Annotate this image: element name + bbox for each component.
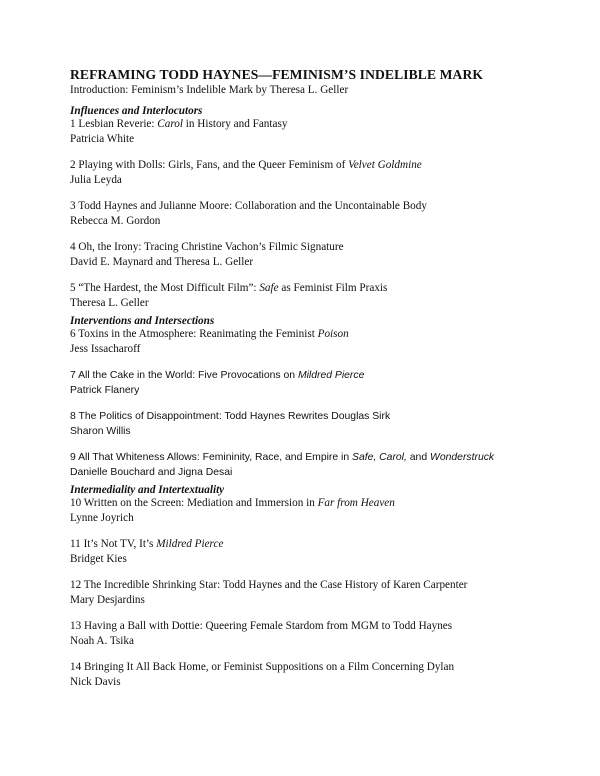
chapter-title: 11 It’s Not TV, It’s Mildred Pierce <box>70 538 224 550</box>
chapter-author: Sharon Willis <box>70 426 131 437</box>
document-page <box>70 66 580 701</box>
chapter-author: Mary Desjardins <box>70 594 145 606</box>
chapter-author: Nick Davis <box>70 676 121 688</box>
chapter-title: 10 Written on the Screen: Mediation and Immersion in Far from Heaven <box>70 497 395 509</box>
toc-entry <box>70 199 580 229</box>
chapter-author: Rebecca M. Gordon <box>70 215 161 227</box>
toc-entry <box>70 619 580 649</box>
toc-entry <box>70 537 580 567</box>
chapter-title: 12 The Incredible Shrinking Star: Todd Haynes and the Case History of Karen Carpenter <box>70 579 468 591</box>
chapter-title: 5 “The Hardest, the Most Difficult Film”: Safe as Feminist Film Praxis <box>70 282 388 294</box>
toc-entry <box>70 660 580 690</box>
section-heading: Influences and Interlocutors <box>70 105 203 117</box>
toc-entry <box>70 409 580 439</box>
document-title: REFRAMING TODD HAYNES—FEMINISM’S INDELIBLE MARK <box>70 67 484 82</box>
chapter-title: 1 Lesbian Reverie: Carol in History and Fantasy <box>70 118 288 130</box>
chapter-title: 14 Bringing It All Back Home, or Feminist Suppositions on a Film Concerning Dylan <box>70 661 455 673</box>
chapter-title: 7 All the Cake in the World: Five Provocations on Mildred Pierce <box>70 370 365 381</box>
chapter-author: Julia Leyda <box>70 174 122 186</box>
chapter-title: 2 Playing with Dolls: Girls, Fans, and the Queer Feminism of Velvet Goldmine <box>70 159 422 171</box>
toc-entry <box>70 450 580 480</box>
chapter-title: 13 Having a Ball with Dottie: Queering Female Stardom from MGM to Todd Haynes <box>70 620 453 632</box>
toc-entry <box>70 496 580 526</box>
toc-entry <box>70 327 580 357</box>
chapter-author: Danielle Bouchard and Jigna Desai <box>70 467 233 478</box>
toc-entry <box>70 281 580 311</box>
section-heading: Intermediality and Intertextuality <box>70 484 225 496</box>
chapter-title: 3 Todd Haynes and Julianne Moore: Collaboration and the Uncontainable Body <box>70 200 427 212</box>
toc-entry <box>70 368 580 398</box>
section-heading: Interventions and Intersections <box>70 315 215 327</box>
chapter-title: 6 Toxins in the Atmosphere: Reanimating the Feminist Poison <box>70 328 349 340</box>
chapter-title: 8 The Politics of Disappointment: Todd Haynes Rewrites Douglas Sirk <box>70 411 391 422</box>
chapter-author: Patrick Flanery <box>70 385 140 396</box>
chapter-author: Patricia White <box>70 133 135 145</box>
toc-entry <box>70 117 580 147</box>
toc-entry <box>70 578 580 608</box>
toc-entry <box>70 158 580 188</box>
chapter-author: David E. Maynard and Theresa L. Geller <box>70 256 254 268</box>
toc-entry <box>70 240 580 270</box>
chapter-title: 9 All That Whiteness Allows: Femininity, Race, and Empire in Safe, Carol, and Wonderstruck <box>70 452 495 463</box>
chapter-author: Noah A. Tsika <box>70 635 134 647</box>
chapter-author: Theresa L. Geller <box>70 297 149 309</box>
chapter-author: Bridget Kies <box>70 553 127 565</box>
chapter-title: 4 Oh, the Irony: Tracing Christine Vachon’s Filmic Signature <box>70 241 344 253</box>
introduction-line: Introduction: Feminism’s Indelible Mark by Theresa L. Geller <box>70 84 349 96</box>
chapter-author: Jess Issacharoff <box>70 343 141 355</box>
chapter-author: Lynne Joyrich <box>70 512 134 524</box>
